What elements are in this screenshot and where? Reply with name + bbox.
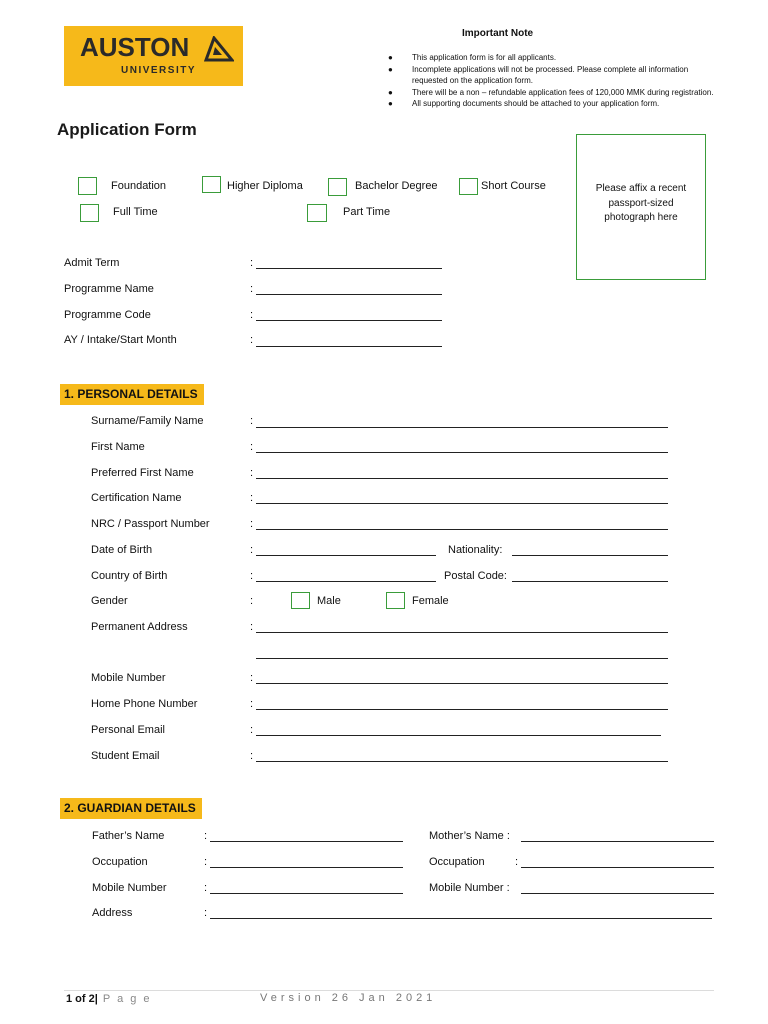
permanent-address-field-line-2[interactable]: [256, 658, 668, 659]
form-title: Application Form: [57, 120, 197, 139]
bachelor-degree-checkbox[interactable]: [328, 178, 347, 196]
preferred-name-field[interactable]: [256, 478, 668, 479]
certification-name-field[interactable]: [256, 503, 668, 504]
page-number: [66, 993, 152, 1005]
admit-term-label: Admit Term: [64, 257, 120, 269]
higher-diploma-checkbox[interactable]: [202, 176, 221, 193]
part-time-checkbox[interactable]: [307, 204, 327, 222]
page-word: P a g e: [97, 993, 152, 1005]
colon: :: [250, 621, 254, 633]
note-item: [384, 52, 714, 64]
page-count: 1 of 2|: [66, 993, 98, 1005]
personal-email-field[interactable]: [256, 735, 661, 736]
gender-label: Gender: [91, 595, 128, 607]
photo-instructions: Please affix a recent passport-sized photograph here: [595, 183, 687, 223]
student-email-label: Student Email: [91, 750, 160, 762]
colon: :: [204, 856, 208, 868]
full-time-checkbox[interactable]: [80, 204, 99, 222]
logo-subtitle: UNIVERSITY: [121, 65, 197, 76]
certification-name-label: Certification Name: [91, 492, 182, 504]
nationality-field[interactable]: [512, 555, 668, 556]
father-name-field[interactable]: [210, 841, 403, 842]
mother-name-label: Mother’s Name :: [429, 830, 510, 842]
mother-name-field[interactable]: [521, 841, 714, 842]
note-text: There will be a non – refundable application fees of 120,000 MMK during registration.: [412, 87, 714, 97]
guardian-address-field[interactable]: [210, 918, 712, 919]
colon: :: [250, 570, 254, 582]
father-mobile-field[interactable]: [210, 893, 403, 894]
dob-label: Date of Birth: [91, 544, 153, 556]
father-name-label: Father’s Name: [92, 830, 165, 842]
colon: :: [250, 467, 254, 479]
mobile-number-field[interactable]: [256, 683, 668, 684]
intake-label: AY / Intake/Start Month: [64, 334, 177, 346]
note-text: This application form is for all applicants.: [412, 53, 557, 62]
colon: :: [250, 283, 254, 295]
colon: :: [250, 518, 254, 530]
foundation-label: Foundation: [111, 180, 167, 192]
father-occupation-label: Occupation: [92, 856, 148, 868]
note-item: [384, 64, 714, 87]
mobile-number-label: Mobile Number: [91, 672, 166, 684]
version-label: Version 26 Jan 2021: [260, 992, 437, 1004]
set-square-icon: [204, 36, 234, 62]
male-label: Male: [317, 595, 341, 607]
personal-details-heading: 1. PERSONAL DETAILS: [60, 384, 204, 405]
mother-mobile-field[interactable]: [521, 893, 714, 894]
permanent-address-field[interactable]: [256, 632, 668, 633]
bullet-icon: ●: [388, 64, 393, 74]
university-logo: [64, 26, 243, 86]
guardian-address-label: Address: [92, 907, 133, 919]
nationality-label: Nationality:: [448, 544, 503, 556]
colon: :: [250, 724, 254, 736]
higher-diploma-label: Higher Diploma: [227, 180, 303, 192]
colon: :: [204, 882, 208, 894]
short-course-label: Short Course: [481, 180, 546, 192]
country-birth-field[interactable]: [256, 581, 436, 582]
programme-name-field[interactable]: [256, 294, 442, 295]
nrc-passport-field[interactable]: [256, 529, 668, 530]
colon: :: [250, 334, 254, 346]
home-phone-label: Home Phone Number: [91, 698, 198, 710]
colon: :: [250, 441, 254, 453]
colon: :: [250, 750, 254, 762]
country-birth-label: Country of Birth: [91, 570, 168, 582]
postal-code-field[interactable]: [512, 581, 668, 582]
home-phone-field[interactable]: [256, 709, 668, 710]
note-text: Incomplete applications will not be processed. Please complete all information requested on the application form.: [412, 64, 689, 85]
colon: :: [250, 492, 254, 504]
guardian-details-heading: 2. GUARDIAN DETAILS: [60, 798, 202, 819]
female-checkbox[interactable]: [386, 592, 405, 609]
note-item: [384, 87, 714, 99]
colon: :: [250, 309, 254, 321]
nrc-passport-label: NRC / Passport Number: [91, 518, 210, 530]
permanent-address-label: Permanent Address: [91, 621, 188, 633]
photo-box[interactable]: [576, 134, 706, 280]
foundation-checkbox[interactable]: [78, 177, 97, 195]
colon: :: [204, 830, 208, 842]
colon: :: [515, 856, 519, 868]
preferred-name-label: Preferred First Name: [91, 467, 194, 479]
bullet-icon: ●: [388, 87, 393, 97]
important-note-title: Important Note: [462, 28, 534, 39]
surname-label: Surname/Family Name: [91, 415, 204, 427]
colon: :: [250, 672, 254, 684]
colon: :: [250, 698, 254, 710]
dob-field[interactable]: [256, 555, 436, 556]
postal-code-label: Postal Code:: [444, 570, 507, 582]
bachelor-degree-label: Bachelor Degree: [355, 180, 438, 192]
note-item: [384, 98, 714, 110]
logo-name: AUSTON: [80, 32, 190, 62]
programme-code-field[interactable]: [256, 320, 442, 321]
bullet-icon: ●: [388, 99, 393, 108]
mother-mobile-label: Mobile Number :: [429, 882, 510, 894]
programme-code-label: Programme Code: [64, 309, 151, 321]
first-name-field[interactable]: [256, 452, 668, 453]
admit-term-field[interactable]: [256, 268, 442, 269]
student-email-field[interactable]: [256, 761, 668, 762]
short-course-checkbox[interactable]: [459, 178, 478, 195]
surname-field[interactable]: [256, 427, 668, 428]
part-time-label: Part Time: [343, 206, 391, 218]
bullet-icon: ●: [388, 53, 393, 62]
programme-name-label: Programme Name: [64, 283, 154, 295]
female-label: Female: [412, 595, 449, 607]
important-note-list: [384, 52, 714, 110]
male-checkbox[interactable]: [291, 592, 310, 609]
intake-field[interactable]: [256, 346, 442, 347]
colon: :: [204, 907, 208, 919]
personal-email-label: Personal Email: [91, 724, 165, 736]
father-mobile-label: Mobile Number: [92, 882, 167, 894]
footer-divider: [64, 990, 714, 991]
colon: :: [250, 595, 254, 607]
colon: :: [250, 257, 254, 269]
full-time-label: Full Time: [113, 206, 158, 218]
colon: :: [250, 544, 254, 556]
mother-occupation-field[interactable]: [521, 867, 714, 868]
father-occupation-field[interactable]: [210, 867, 403, 868]
colon: :: [250, 415, 254, 427]
mother-occupation-label: Occupation: [429, 856, 485, 868]
first-name-label: First Name: [91, 441, 145, 453]
note-text: All supporting documents should be attached to your application form.: [412, 99, 660, 108]
